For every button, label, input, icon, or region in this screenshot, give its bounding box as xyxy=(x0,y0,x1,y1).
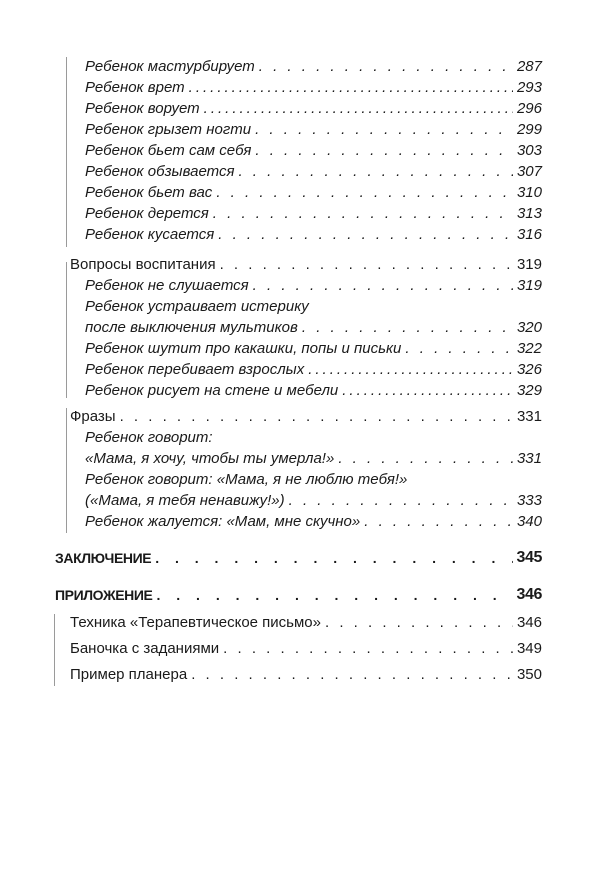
page-number: 350 xyxy=(516,666,542,683)
page-number: 346 xyxy=(516,614,542,631)
entry-title: Техника «Терапевтическое письмо» xyxy=(70,614,321,631)
toc-entry xyxy=(85,204,542,224)
dot-leader xyxy=(253,276,513,296)
page-number: 307 xyxy=(516,163,542,180)
page-number: 331 xyxy=(516,450,542,467)
page-number: 326 xyxy=(516,361,542,378)
entry-title: ЗАКЛЮЧЕНИЕ xyxy=(55,550,152,566)
page-number: 346 xyxy=(516,586,542,603)
toc-entry xyxy=(85,491,542,511)
entry-title-line1: Ребенок говорит: xyxy=(85,429,213,446)
toc-section-entry xyxy=(70,407,542,427)
section-divider-line xyxy=(66,408,67,533)
page-number: 287 xyxy=(516,58,542,75)
entry-title: Ребенок шутит про какашки, попы и письки xyxy=(85,340,402,357)
page-number: 293 xyxy=(516,79,542,96)
entry-title: Ребенок мастурбирует xyxy=(85,58,255,75)
entry-title-line1: Ребенок говорит: «Мама, я не люблю тебя!» xyxy=(85,471,408,488)
section-divider-line xyxy=(66,262,67,398)
dot-leader xyxy=(189,78,513,98)
page-number: 303 xyxy=(516,142,542,159)
toc-entry xyxy=(85,512,542,532)
entry-title: Ребенок бьет сам себя xyxy=(85,142,252,159)
page-number: 329 xyxy=(516,382,542,399)
toc-entry xyxy=(85,162,542,182)
entry-title: Ребенок бьет вас xyxy=(85,184,213,201)
dot-leader xyxy=(191,665,513,685)
page-number: 296 xyxy=(516,100,542,117)
entry-title: Ребенок не слушается xyxy=(85,277,249,294)
entry-title: Ребенок обзывается xyxy=(85,163,235,180)
dot-leader xyxy=(405,339,513,359)
page-number: 320 xyxy=(516,319,542,336)
entry-title: Ребенок дерется xyxy=(85,205,209,222)
dot-leader xyxy=(155,548,512,568)
entry-title: Ребенок кусается xyxy=(85,226,215,243)
toc-entry xyxy=(85,276,542,296)
toc-entry xyxy=(85,339,542,359)
dot-leader xyxy=(255,120,513,140)
dot-leader xyxy=(342,381,513,401)
entry-title: Ребенок грызет ногти xyxy=(85,121,252,138)
dot-leader xyxy=(220,255,513,275)
entry-title: Баночка с заданиями xyxy=(70,640,220,657)
entry-title: Ребенок врет xyxy=(85,79,185,96)
entry-title-line1: Ребенок устраивает истерику xyxy=(85,298,309,315)
dot-leader xyxy=(338,449,513,469)
toc-entry xyxy=(85,78,542,98)
toc-entry xyxy=(85,57,542,77)
page-number: 349 xyxy=(516,640,542,657)
toc-entry xyxy=(85,99,542,119)
toc-entry xyxy=(85,141,542,161)
toc-entry xyxy=(85,381,542,401)
dot-leader xyxy=(255,141,513,161)
toc-entry xyxy=(85,318,542,338)
toc-section-entry xyxy=(70,639,542,659)
toc-chapter-entry xyxy=(55,585,542,605)
page-number: 310 xyxy=(516,184,542,201)
toc-section-entry xyxy=(70,255,542,275)
page-number: 345 xyxy=(516,549,542,566)
dot-leader xyxy=(302,318,513,338)
entry-title: ПРИЛОЖЕНИЕ xyxy=(55,587,153,603)
page-number: 340 xyxy=(516,513,542,530)
dot-leader xyxy=(259,57,513,77)
section-divider-line xyxy=(66,57,67,247)
entry-title: Вопросы воспитания xyxy=(70,256,216,273)
page-number: 333 xyxy=(516,492,542,509)
entry-title: после выключения мультиков xyxy=(85,319,298,336)
entry-title: Ребенок жалуется: «Мам, мне скучно» xyxy=(85,513,361,530)
dot-leader xyxy=(120,407,513,427)
dot-leader xyxy=(308,360,513,380)
toc-entry xyxy=(85,360,542,380)
entry-title: («Мама, я тебя ненавижу!») xyxy=(85,492,285,509)
entry-title: Ребенок перебивает взрослых xyxy=(85,361,305,378)
dot-leader xyxy=(223,639,513,659)
page-number: 299 xyxy=(516,121,542,138)
toc-entry xyxy=(85,225,542,245)
dot-leader xyxy=(157,585,513,605)
dot-leader xyxy=(238,162,513,182)
dot-leader xyxy=(218,225,513,245)
toc-section-entry xyxy=(70,613,542,633)
entry-title: Ребенок рисует на стене и мебели xyxy=(85,382,339,399)
dot-leader xyxy=(216,183,513,203)
toc-entry xyxy=(85,449,542,469)
dot-leader xyxy=(364,512,513,532)
dot-leader xyxy=(289,491,513,511)
toc-entry xyxy=(85,183,542,203)
page-number: 331 xyxy=(516,408,542,425)
page-number: 313 xyxy=(516,205,542,222)
dot-leader xyxy=(325,613,513,633)
entry-title: Пример планера xyxy=(70,666,188,683)
page-number: 319 xyxy=(516,277,542,294)
page-number: 316 xyxy=(516,226,542,243)
page-number: 322 xyxy=(516,340,542,357)
dot-leader xyxy=(213,204,513,224)
toc-section-entry xyxy=(70,665,542,685)
entry-title: Ребенок ворует xyxy=(85,100,200,117)
entry-title: Фразы xyxy=(70,408,116,425)
dot-leader xyxy=(204,99,513,119)
entry-title: «Мама, я хочу, чтобы ты умерла!» xyxy=(85,450,335,467)
section-divider-line xyxy=(54,614,55,686)
toc-entry xyxy=(85,120,542,140)
page-number: 319 xyxy=(516,256,542,273)
toc-chapter-entry xyxy=(55,548,542,568)
